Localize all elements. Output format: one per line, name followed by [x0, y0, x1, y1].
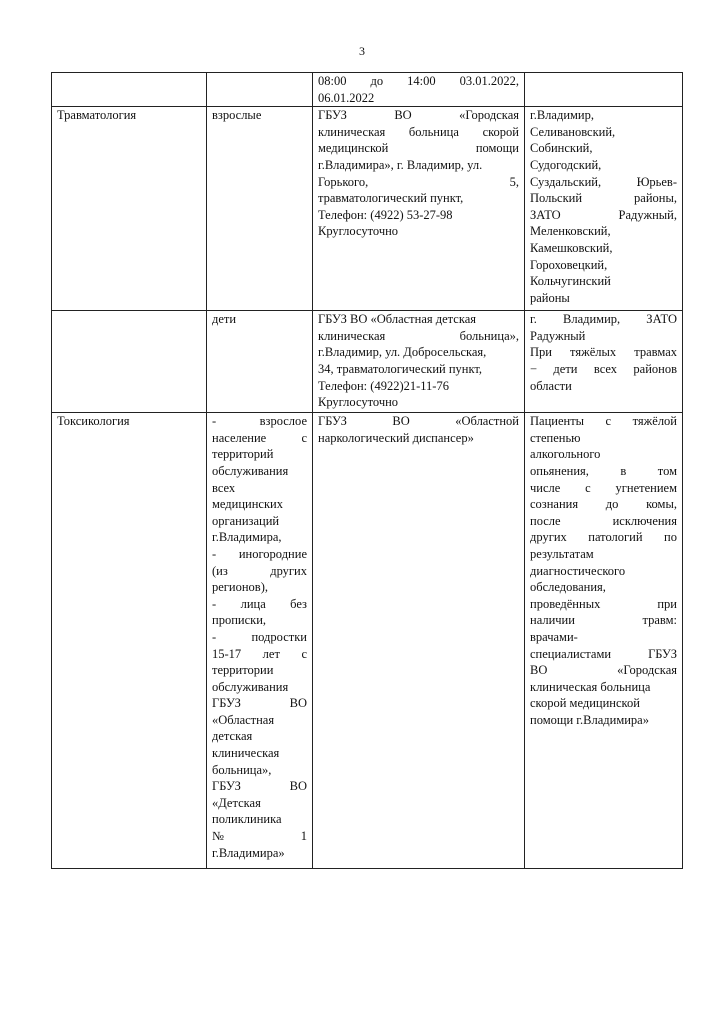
cell-line: специалистами ГБУЗ — [530, 646, 677, 661]
cell-line: обслуживания — [212, 679, 289, 694]
organization-cell — [313, 311, 525, 413]
cell-line: При тяжёлых травмах — [530, 345, 677, 360]
category-cell: взрослые — [207, 107, 313, 311]
cell-line: Пациенты с тяжёлой — [530, 414, 677, 429]
cell-line: организаций — [212, 513, 280, 528]
cell-line: поликлиника — [212, 812, 282, 827]
cell-line: Телефон: (4922) 53-27-98 — [318, 207, 453, 222]
cell-line: «Областная — [212, 712, 275, 727]
organization-cell — [313, 73, 525, 107]
cell-line: территорий — [212, 447, 274, 462]
cell-line: обслуживания — [212, 463, 289, 478]
cell-line: результатам — [530, 546, 594, 561]
cell-line: сознания до комы, — [530, 497, 677, 512]
cell-line: диагностического — [530, 563, 626, 578]
cell-line: детская — [212, 729, 253, 744]
cell-line: Собинский, — [530, 141, 593, 156]
cell-line: опьянения, в том — [530, 463, 677, 478]
cell-line: 15-17 лет с — [212, 646, 307, 661]
cell-line: Камешковский, — [530, 240, 613, 255]
cell-line: наркологический диспансер» — [318, 430, 474, 445]
cell-line: после исключения — [530, 513, 677, 528]
cell-line: медицинских — [212, 497, 283, 512]
cell-line: 34, травматологический пункт, — [318, 361, 483, 376]
cell-line: степенью — [530, 430, 581, 445]
specialty-cell — [52, 311, 207, 413]
cell-line: Горького, 5, — [318, 174, 519, 189]
cell-line: области — [530, 378, 572, 393]
area-cell — [525, 311, 683, 413]
cell-line: - лица без — [212, 596, 307, 611]
category-cell — [207, 73, 313, 107]
cell-line: Гороховецкий, — [530, 257, 608, 272]
cell-line: алкогольного — [530, 447, 601, 462]
cell-line: ВО «Городская — [530, 663, 677, 678]
cell-line: Суздальский, Юрьев- — [530, 174, 677, 189]
cell-line: врачами- — [530, 629, 578, 644]
cell-line: скорой медицинской — [530, 696, 640, 711]
cell-line: клиническая больница — [530, 679, 651, 694]
cell-line: - подростки — [212, 629, 307, 644]
page-number: 3 — [359, 44, 365, 58]
cell-line: население с — [212, 430, 307, 445]
cell-line: «Детская — [212, 795, 261, 810]
organization-cell — [313, 413, 525, 869]
cell-line: − дети всех районов — [530, 361, 677, 376]
cell-line: травматологический пункт, — [318, 191, 464, 206]
cell-line: г.Владимира» — [212, 845, 285, 860]
table-row — [52, 311, 683, 413]
cell-line: Телефон: (4922)21-11-76 — [318, 378, 449, 393]
cell-line: Судогодский, — [530, 157, 602, 172]
cell-line: обследования, — [530, 580, 606, 595]
table-row — [52, 413, 683, 869]
cell-line: Польский районы, — [530, 191, 677, 206]
cell-line: Меленковский, — [530, 224, 611, 239]
specialty-cell — [52, 73, 207, 107]
cell-line: г.Владимира, — [212, 530, 282, 545]
cell-line: г.Владимира», г. Владимир, ул. — [318, 157, 483, 172]
cell-line: всех — [212, 480, 236, 495]
cell-line: больница», — [212, 762, 272, 777]
specialty-cell: Травматология — [52, 107, 207, 311]
cell-line: Круглосуточно — [318, 395, 399, 410]
cell-line: Кольчугинский — [530, 274, 611, 289]
area-cell — [525, 413, 683, 869]
cell-line: Круглосуточно — [318, 224, 399, 239]
cell-line: Радужный — [530, 328, 586, 343]
cell-line: г.Владимир, — [530, 108, 594, 123]
cell-line: территории — [212, 663, 274, 678]
cell-line: проведённых при — [530, 596, 677, 611]
cell-line: ЗАТО Радужный, — [530, 207, 677, 222]
cell-line: № 1 — [212, 829, 307, 844]
cell-line: г.Владимир, ул. Добросельская, — [318, 345, 487, 360]
cell-line: клиническая больница», — [318, 328, 519, 343]
cell-line: клиническая больница скорой — [318, 124, 519, 139]
cell-line: прописки, — [212, 613, 267, 628]
cell-line: ГБУЗ ВО «Областной — [318, 414, 519, 429]
cell-line: регионов), — [212, 580, 268, 595]
cell-line: медицинской помощи — [318, 141, 519, 156]
cell-line: ГБУЗ ВО — [212, 779, 307, 794]
cell-line: Селивановский, — [530, 124, 616, 139]
cell-line: - иногородние — [212, 546, 307, 561]
cell-line: (из других — [212, 563, 307, 578]
area-cell — [525, 73, 683, 107]
cell-line: - взрослое — [212, 414, 307, 429]
category-cell: дети — [207, 311, 313, 413]
area-cell — [525, 107, 683, 311]
category-cell — [207, 413, 313, 869]
cell-line: клиническая — [212, 746, 280, 761]
cell-line: других патологий по — [530, 530, 677, 545]
cell-line: районы — [530, 290, 570, 305]
table-row — [52, 73, 683, 107]
cell-line: ГБУЗ ВО «Областная детская — [318, 312, 477, 327]
cell-line: числе с угнетением — [530, 480, 677, 495]
cell-line: 06.01.2022 — [318, 90, 375, 105]
cell-line: помощи г.Владимира» — [530, 712, 649, 727]
organization-cell — [313, 107, 525, 311]
cell-line: г. Владимир, ЗАТО — [530, 312, 677, 327]
cell-line: ГБУЗ ВО «Городская — [318, 108, 519, 123]
table-row — [52, 107, 683, 311]
specialty-cell: Токсикология — [52, 413, 207, 869]
cell-line: 08:00 до 14:00 03.01.2022, — [318, 74, 519, 88]
cell-line: ГБУЗ ВО — [212, 696, 307, 711]
schedule-table — [51, 72, 683, 869]
cell-line: наличии травм: — [530, 613, 677, 628]
